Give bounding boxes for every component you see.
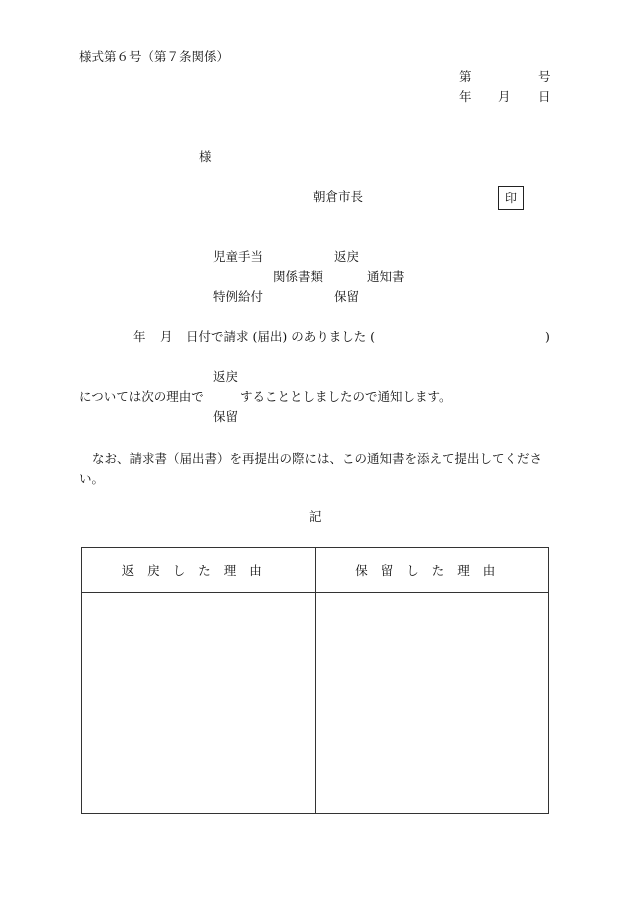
option-return: 返戻 (213, 369, 239, 384)
request-date-text: 日付で請求 (届出) のありました ( (186, 329, 376, 344)
reasons-table (81, 547, 549, 814)
recipient-honorific: 様 (199, 149, 212, 164)
return-reason-cell[interactable] (82, 593, 316, 814)
request-month: 月 (160, 329, 173, 344)
subject-special-benefit: 特例給付 (213, 289, 264, 304)
hold-reason-header: 保留した理由 (315, 548, 549, 593)
date-year: 年 (459, 89, 472, 104)
date-month: 月 (498, 89, 511, 104)
subject-notice: 通知書 (367, 269, 405, 284)
document-number-prefix: 第 (459, 69, 472, 84)
sender-name: 朝倉市長 (313, 189, 364, 204)
return-reason-header: 返戻した理由 (82, 548, 316, 593)
subject-return: 返戻 (334, 249, 360, 264)
request-close-paren: ) (545, 329, 550, 344)
ki-heading: 記 (309, 509, 322, 524)
subject-related-documents: 関係書類 (273, 269, 324, 284)
hold-reason-cell[interactable] (315, 593, 549, 814)
reason-text-b: することとしましたので通知します。 (240, 389, 452, 404)
resubmission-note: なお、請求書（届出書）を再提出の際には、この通知書を添えて提出してください。 (79, 451, 543, 486)
document-number-suffix: 号 (538, 69, 551, 84)
subject-child-allowance: 児童手当 (213, 249, 264, 264)
reason-text-a: については次の理由で (79, 389, 204, 404)
request-year: 年 (133, 329, 146, 344)
subject-hold: 保留 (334, 289, 360, 304)
seal-stamp: 印 (498, 186, 524, 210)
form-number: 様式第６号（第７条関係） (79, 49, 230, 64)
option-hold: 保留 (213, 409, 239, 424)
date-day: 日 (538, 89, 551, 104)
